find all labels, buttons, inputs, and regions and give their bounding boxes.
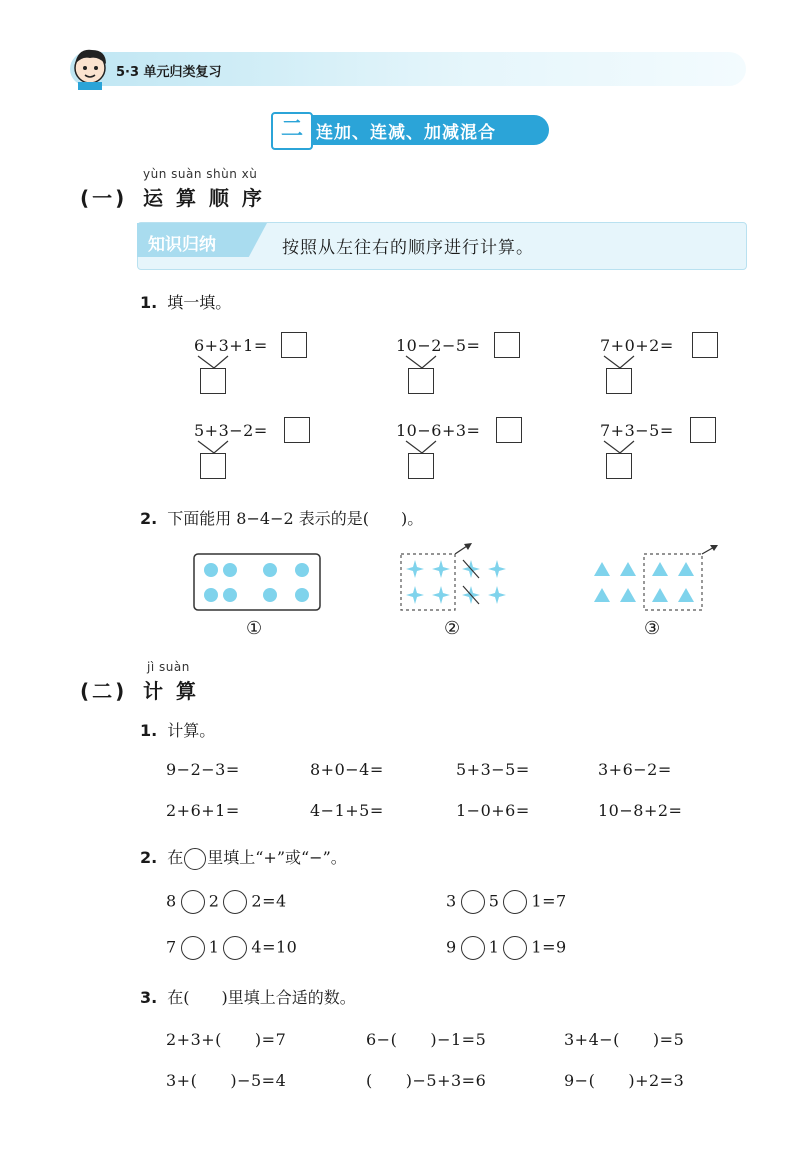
operand: 1 [208,937,220,957]
fill-expr: 10−2−5= [396,336,481,355]
blank-expr[interactable]: ( )−5+3=6 [366,1071,487,1090]
section-number: 二 [271,112,313,150]
result: =10 [262,937,298,957]
option-label[interactable]: ③ [644,618,661,639]
question-number: 1. [140,721,158,740]
operand: 7 [166,937,177,957]
operator-row [166,890,287,914]
partial-box[interactable] [200,453,226,479]
part2-pinyin: jì suàn [147,660,190,674]
answer-box[interactable] [281,332,307,358]
section-title: 连加、连减、加减混合 [316,123,496,143]
blank-expr[interactable]: 6−( )−1=5 [366,1030,487,1049]
question-1 [140,290,231,313]
fill-expr: 5+3−2= [194,421,268,440]
operator-circle[interactable] [181,936,205,960]
header-title: 5·3 单元归类复习 [116,65,222,80]
operand: 4 [251,937,263,957]
fill-expr: 7+3−5= [600,421,674,440]
stars-figure [398,542,514,614]
operand: 1 [488,937,500,957]
partial-box[interactable] [606,368,632,394]
question-text: 计算。 [167,721,216,740]
part1-title: 运 算 顺 序 [143,186,265,210]
partial-box[interactable] [408,453,434,479]
operand: 5 [488,891,500,911]
operator-circle[interactable] [461,936,485,960]
blank-expr[interactable]: 2+3+( )=7 [166,1030,287,1049]
calc-expr: 3+6−2= [598,760,672,779]
blank-expr[interactable]: 3+4−( )=5 [564,1030,685,1049]
question-number: 1. [140,293,158,312]
fill-expr: 10−6+3= [396,421,481,440]
operator-circle[interactable] [181,890,205,914]
operator-circle[interactable] [461,890,485,914]
calc-expr: 5+3−5= [456,760,530,779]
part1-label: (一) [80,186,128,210]
question-text: 下面能用 8−4−2 表示的是( )。 [167,509,424,528]
partial-box[interactable] [200,368,226,394]
triangles-figure [590,542,720,614]
option-label[interactable]: ① [246,618,263,639]
partial-box[interactable] [606,453,632,479]
operand: 1 [531,891,543,911]
knowledge-tag-label: 知识归纳 [148,235,216,255]
operator-row [446,936,567,960]
fill-expr: 7+0+2= [600,336,674,355]
result: =4 [262,891,287,911]
blank-expr[interactable]: 3+( )−5=4 [166,1071,287,1090]
operand: 3 [446,891,457,911]
question-text: 在( )里填上合适的数。 [167,988,356,1007]
part2-label: (二) [80,679,128,703]
question-number: 3. [140,988,158,1007]
partial-box[interactable] [408,368,434,394]
question-text: 填一填。 [167,293,232,312]
operand: 2 [208,891,220,911]
question-number: 2. [140,509,158,528]
blank-expr[interactable]: 9−( )+2=3 [564,1071,685,1090]
question-2 [140,845,347,870]
answer-box[interactable] [692,332,718,358]
question-text-post: 里填上“+”或“−”。 [207,848,347,867]
question-number: 2. [140,848,158,867]
result: =7 [542,891,567,911]
calc-expr: 4−1+5= [310,801,384,820]
operand: 2 [251,891,263,911]
operand: 8 [166,891,177,911]
answer-box[interactable] [690,417,716,443]
calc-expr: 9−2−3= [166,760,240,779]
answer-box[interactable] [494,332,520,358]
question-2 [140,506,423,529]
part2-title: 计 算 [143,679,199,703]
result: =9 [542,937,567,957]
operator-circle[interactable] [223,890,247,914]
boy-mascot-icon [68,44,112,90]
calc-expr: 1−0+6= [456,801,530,820]
question-3 [140,985,356,1008]
calc-expr: 8+0−4= [310,760,384,779]
operator-circle[interactable] [223,936,247,960]
operator-row [446,890,567,914]
question-text-pre: 在 [167,848,184,867]
operand: 9 [446,937,457,957]
operator-circle[interactable] [503,936,527,960]
knowledge-text: 按照从左往右的顺序进行计算。 [282,238,534,258]
answer-box[interactable] [284,417,310,443]
question-1 [140,718,215,741]
calc-expr: 2+6+1= [166,801,240,820]
fill-expr: 6+3+1= [194,336,268,355]
part1-pinyin: yùn suàn shùn xù [143,167,258,181]
dots-figure [192,552,322,612]
option-label[interactable]: ② [444,618,461,639]
operator-circle[interactable] [503,890,527,914]
calc-expr: 10−8+2= [598,801,683,820]
circle-icon [184,848,206,870]
operator-row [166,936,297,960]
operand: 1 [531,937,543,957]
answer-box[interactable] [496,417,522,443]
